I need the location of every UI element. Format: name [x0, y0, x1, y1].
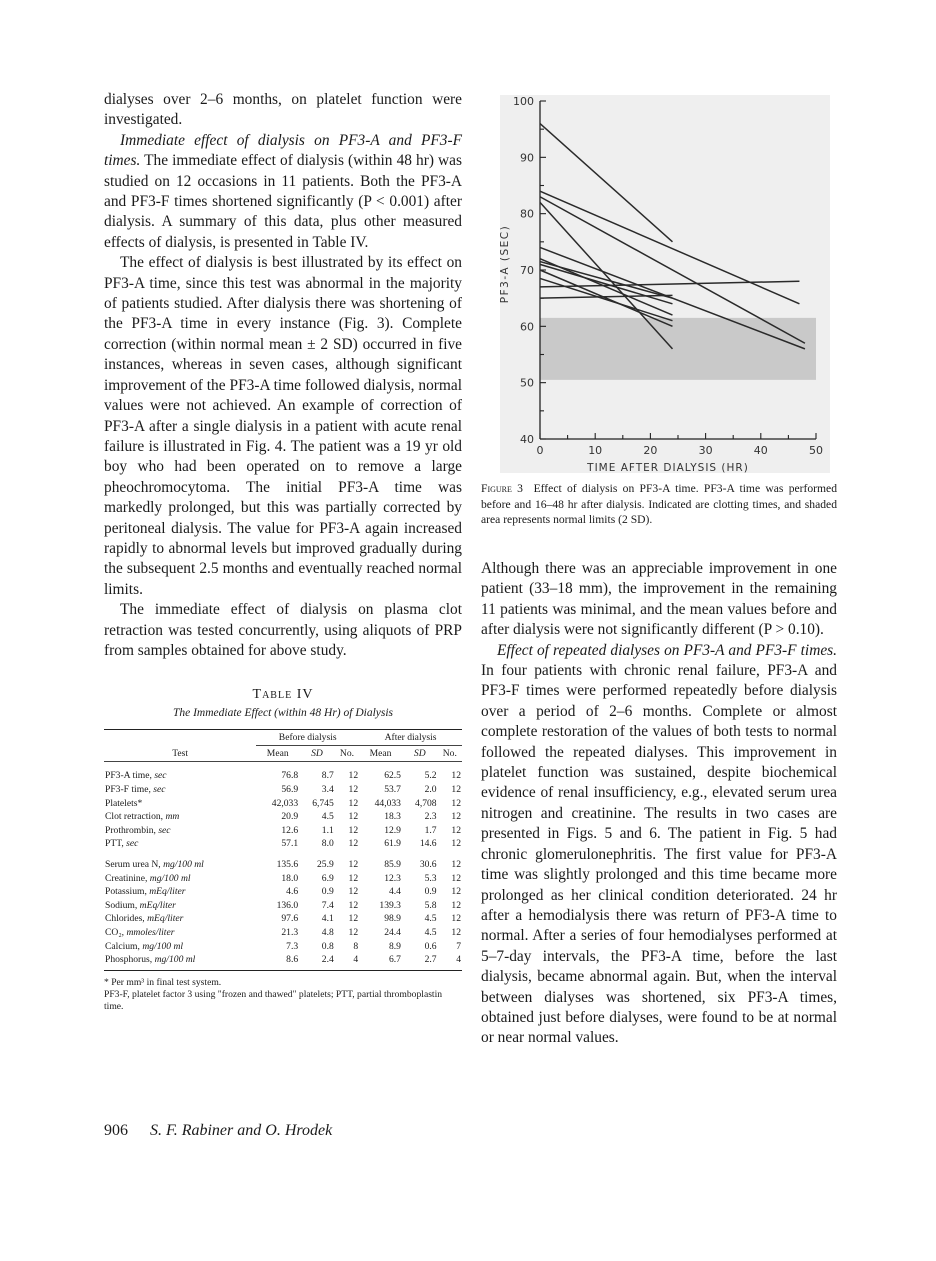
cell-an: 12	[451, 783, 461, 795]
row-test-name	[104, 837, 256, 851]
table-row	[104, 899, 462, 913]
cell-an: 12	[451, 770, 461, 782]
cell-am: 98.9	[384, 913, 401, 925]
table-row	[104, 837, 462, 851]
cell-am: 139.3	[379, 899, 401, 911]
figure-label: Figure 3	[481, 482, 523, 495]
runin-heading-immediate-effect: Immediate effect of dialysis on PF3-A and PF3-F times.	[104, 131, 462, 170]
row-test-label: Phosphorus,	[105, 954, 155, 966]
cell-bm: 8.6	[256, 953, 299, 970]
group-before-dialysis: Before dialysis	[256, 730, 359, 746]
cell-am: 4.4	[388, 886, 401, 898]
cell-an: 12	[451, 913, 461, 925]
row-test-unit: mg/100 ml	[163, 858, 204, 870]
table-row	[104, 926, 462, 940]
paragraph-pf3a-effect: The effect of dialysis is best illustrated by its effect on PF3-A time, since this test was abnormal in the majority of patients studied. After dialysis there was shortening of the PF3-A time in every instance (Fig. 3). Complete correction (within normal mean ± 2 SD) occurred in five instances, whereas in seven cases, although significant improvement of the PF3-A time followed dialysis, normal values were not achieved. An example of correction of PF3-A after a single dialysis in a patient with acute renal failure is illustrated in Fig. 4. The patient was a 19 yr old boy who had been operated on to remove a large pheochromocytoma. The initial PF3-A time was markedly prolonged, but this was partially corrected by peritoneal dialysis. The value for PF3-A again increased rapidly to abnormal levels but improved gradually during the subsequent 2.5 months and eventually reached normal limits.	[104, 254, 462, 598]
table-row	[104, 783, 462, 797]
cell-asd: 1.7	[424, 824, 437, 836]
cell-am: 85.9	[384, 858, 401, 870]
y-tick-label: 80	[520, 207, 534, 221]
y-tick-label: 90	[520, 151, 534, 165]
figure-caption	[481, 481, 837, 528]
row-test-label: Clot retraction,	[105, 811, 166, 823]
table-row	[104, 824, 462, 838]
cell-bm: 56.9	[281, 783, 299, 795]
cell-am: 61.9	[384, 838, 401, 850]
cell-bn: 8	[353, 940, 359, 952]
cell-am: 12.9	[384, 824, 401, 836]
page-footer	[104, 1122, 332, 1140]
cell-bsd: 6.9	[321, 872, 334, 884]
row-test-label: Potassium,	[105, 886, 150, 898]
group-after-dialysis: After dialysis	[359, 730, 462, 746]
row-test-name	[104, 940, 256, 954]
cell-an: 12	[451, 886, 461, 898]
x-tick-label: 50	[809, 444, 823, 457]
row-test-label: Sodium,	[105, 899, 140, 911]
row-test-label: Platelets*	[105, 797, 143, 809]
cell-am: 6.7	[359, 953, 402, 970]
cell-bsd: 8.0	[321, 838, 334, 850]
cell-bn: 12	[348, 913, 359, 925]
row-test-label: Serum urea N,	[105, 858, 164, 870]
paragraph-repeated-dialyses	[481, 641, 837, 1049]
col-before-sd: SD	[299, 746, 335, 762]
table-row	[104, 762, 462, 783]
figure-3-chart	[490, 90, 832, 475]
cell-am: 62.5	[384, 770, 401, 782]
cell-bn: 12	[348, 811, 359, 823]
row-test-name	[104, 912, 256, 926]
x-axis-title: TIME AFTER DIALYSIS (HR)	[587, 462, 749, 474]
cell-bn: 12	[348, 838, 359, 850]
cell-bm: 20.9	[281, 811, 299, 823]
cell-am: 12.3	[384, 872, 401, 884]
cell-bm: 21.3	[281, 926, 299, 938]
runin-heading-repeated-dialyses: Effect of repeated dialyses on PF3-A and PF3-F times.	[497, 641, 837, 659]
row-test-unit: mg/100 ml	[142, 940, 184, 952]
cell-bm: 136.0	[276, 899, 299, 911]
cell-bm: 7.3	[286, 940, 299, 952]
cell-bsd: 2.4	[299, 953, 335, 970]
y-tick-label: 100	[513, 95, 534, 108]
cell-asd: 2.3	[424, 811, 437, 823]
cell-bsd: 6,745	[312, 797, 334, 809]
cell-bn: 12	[348, 899, 359, 911]
row-test-label: PF3-A time,	[105, 770, 155, 782]
cell-bn: 12	[348, 770, 359, 782]
paragraph-clot-retraction: The immediate effect of dialysis on plasma clot retraction was tested concurrently, using aliquots of PRP from samples obtained for above study.	[104, 601, 462, 659]
row-test-unit: sec	[126, 838, 139, 850]
cell-asd: 0.6	[424, 940, 437, 952]
row-test-name	[104, 851, 256, 872]
cell-bsd: 0.8	[321, 940, 334, 952]
cell-bm: 97.6	[281, 913, 299, 925]
paragraph-clot-results: Although there was an appreciable improvement in one patient (33–18 mm), the improvement in the remaining 11 patients was minimal, and the mean values before and after dialysis were not significantly different (P > 0.10).	[481, 560, 837, 639]
cell-bn: 12	[348, 797, 359, 809]
table-column-header	[104, 746, 462, 762]
cell-am: 24.4	[384, 926, 401, 938]
table-row	[104, 940, 462, 954]
figure-caption-text: Effect of dialysis on PF3-A time. PF3-A time was performed before and 16–48 hr after dialysis. Indicated are clotting times, and shaded area represents normal limits (2 SD).	[481, 482, 837, 526]
row-test-label: Prothrombin,	[105, 824, 159, 836]
row-test-unit: mmoles/liter	[126, 926, 175, 938]
cell-bm: 57.1	[281, 838, 299, 850]
y-tick-label: 70	[520, 264, 534, 277]
row-test-unit: mm	[165, 811, 180, 823]
cell-an: 12	[451, 797, 461, 809]
table-row	[104, 810, 462, 824]
row-test-name	[104, 899, 256, 913]
row-test-unit: sec	[154, 770, 167, 782]
cell-an: 12	[451, 824, 461, 836]
row-test-unit: sec	[158, 824, 171, 836]
row-test-unit: mg/100 ml	[149, 872, 191, 884]
x-tick-label: 10	[588, 444, 603, 457]
footnote-abbreviations: PF3-F, platelet factor 3 using "frozen and thawed" platelets; PTT, partial thromboplastin time.	[104, 988, 443, 1012]
table-row	[104, 797, 462, 811]
row-test-label: Creatinine,	[105, 872, 150, 884]
cell-asd: 5.8	[424, 899, 437, 911]
cell-asd: 0.9	[424, 886, 437, 898]
cell-an: 12	[451, 926, 461, 938]
row-test-label: Chlorides,	[105, 913, 148, 925]
cell-bn: 12	[348, 783, 359, 795]
row-test-label: CO₂,	[105, 926, 127, 938]
row-test-label: PF3-F time,	[105, 783, 154, 795]
cell-bsd: 4.8	[321, 926, 334, 938]
table-body	[104, 762, 462, 970]
cell-bm: 4.6	[286, 886, 299, 898]
cell-bm: 12.6	[281, 824, 299, 836]
x-tick-label: 30	[698, 444, 713, 457]
table-row	[104, 953, 462, 970]
col-after-mean: Mean	[359, 746, 402, 762]
paragraph-continuation: dialyses over 2–6 months, on platelet function were investigated.	[104, 91, 462, 129]
table-group-header	[104, 730, 462, 746]
cell-an: 12	[451, 899, 461, 911]
row-test-unit: mEq/liter	[139, 899, 176, 911]
cell-bsd: 8.7	[321, 770, 334, 782]
table-subcaption: The Immediate Effect (within 48 Hr) of Dialysis	[172, 707, 394, 720]
row-test-label: PTT,	[105, 838, 127, 850]
table-row	[104, 885, 462, 899]
row-test-name	[104, 885, 256, 899]
cell-an: 12	[451, 838, 461, 850]
paragraph-immediate-effect	[104, 131, 462, 253]
cell-bsd: 4.5	[321, 811, 334, 823]
y-tick-label: 50	[520, 376, 534, 390]
paragraph-repeated-dialyses-text: In four patients with chronic renal failure, PF3-A and PF3-F times were performed repeatedly before dialysis over a period of 2–6 months. Complete or almost complete restoration of the values of both tests to normal followed the repeated dialyses. This improvement in platelet function was sustained, despite biochemical evidence of renal insufficiency, e.g., elevated serum urea nitrogen and creatinine. The results in two cases are presented in Figs. 5 and 6. The patient in Fig. 5 had chronic glomerulonephritis. The first value for PF3-A time was slightly prolonged and this time became more prolonged as her clinical condition deteriorated. 24 hr after a hemodialysis there was return of PF3-A time to normal. After a series of four hemodialyses performed at 5–7-day intervals, the PF3-A time, before the last dialysis, became abnormal again. But, when the interval between dialyses was shortened, six PF3-A times, obtained just before dialyses, were found to be at normal or near normal values.	[481, 662, 837, 1047]
row-test-name	[104, 824, 256, 838]
row-test-name	[104, 783, 256, 797]
cell-am: 53.7	[384, 783, 401, 795]
table-row	[104, 912, 462, 926]
cell-an: 7	[456, 940, 461, 952]
row-test-name	[104, 926, 256, 940]
cell-asd: 5.3	[424, 872, 437, 884]
dialysis-effect-table	[104, 729, 462, 970]
cell-bm: 18.0	[281, 872, 299, 884]
col-after-no: No.	[438, 746, 462, 762]
x-tick-label: 20	[643, 444, 658, 457]
table-caption: Table IV	[252, 687, 314, 703]
cell-bn: 12	[348, 858, 359, 870]
left-column	[104, 90, 462, 1013]
cell-bsd: 7.4	[321, 899, 334, 911]
cell-bsd: 1.1	[321, 824, 334, 836]
row-test-unit: mEq/liter	[149, 886, 186, 898]
cell-an: 12	[451, 811, 461, 823]
row-test-name	[104, 762, 256, 783]
cell-bn: 12	[348, 926, 359, 938]
col-test: Test	[104, 746, 256, 762]
cell-bsd: 25.9	[316, 858, 334, 870]
cell-asd: 14.6	[419, 838, 437, 850]
row-test-name	[104, 872, 256, 886]
cell-am: 44,033	[374, 797, 401, 809]
x-tick-label: 0	[536, 444, 544, 457]
row-test-unit: mEq/liter	[147, 913, 184, 925]
cell-am: 8.9	[388, 940, 401, 952]
cell-asd: 4,708	[415, 797, 437, 809]
row-test-unit: mg/100 ml	[154, 954, 196, 966]
col-before-mean: Mean	[256, 746, 299, 762]
cell-bsd: 0.9	[321, 886, 334, 898]
page-number: 906	[104, 1122, 128, 1139]
footnote-platelets: * Per mm³ in final test system.	[104, 976, 222, 988]
col-after-sd: SD	[402, 746, 438, 762]
x-tick-label: 40	[753, 444, 768, 457]
cell-an: 4	[438, 953, 462, 970]
col-before-no: No.	[335, 746, 359, 762]
cell-bn: 12	[348, 872, 359, 884]
cell-asd: 4.5	[424, 926, 437, 938]
cell-bm: 42,033	[271, 797, 299, 809]
cell-asd: 4.5	[424, 913, 437, 925]
cell-bn: 12	[348, 824, 359, 836]
cell-asd: 2.0	[424, 783, 437, 795]
y-tick-label: 60	[520, 320, 534, 334]
cell-an: 12	[451, 858, 461, 870]
cell-asd: 2.7	[402, 953, 438, 970]
row-test-label: Calcium,	[105, 940, 143, 952]
table-row	[104, 872, 462, 886]
y-tick-label: 40	[520, 433, 534, 446]
table-row	[104, 851, 462, 872]
paragraph-immediate-effect-text: The immediate effect of dialysis (within 48 hr) was studied on 12 occasions in 11 patients. Both the PF3-A and PF3-F times shortened significantly (P < 0.001) after dialysis. A summary of this data, plus other measured effects of dialysis, is presented in Table IV.	[104, 152, 462, 251]
cell-asd: 30.6	[419, 858, 437, 870]
right-column	[481, 559, 837, 1049]
cell-asd: 5.2	[424, 770, 437, 782]
row-test-name	[104, 953, 256, 970]
cell-am: 18.3	[384, 811, 401, 823]
cell-bsd: 4.1	[321, 913, 334, 925]
cell-an: 12	[451, 872, 461, 884]
cell-bn: 12	[348, 886, 359, 898]
cell-bn: 4	[335, 953, 359, 970]
table-footnotes	[104, 977, 462, 1013]
row-test-unit: sec	[153, 783, 166, 795]
cell-bsd: 3.4	[321, 783, 334, 795]
row-test-name	[104, 797, 256, 811]
running-authors: S. F. Rabiner and O. Hrodek	[150, 1122, 333, 1139]
cell-bm: 135.6	[276, 858, 299, 870]
cell-bm: 76.8	[281, 770, 299, 782]
y-axis-title: PF3-A (SEC)	[499, 224, 511, 304]
row-test-name	[104, 810, 256, 824]
